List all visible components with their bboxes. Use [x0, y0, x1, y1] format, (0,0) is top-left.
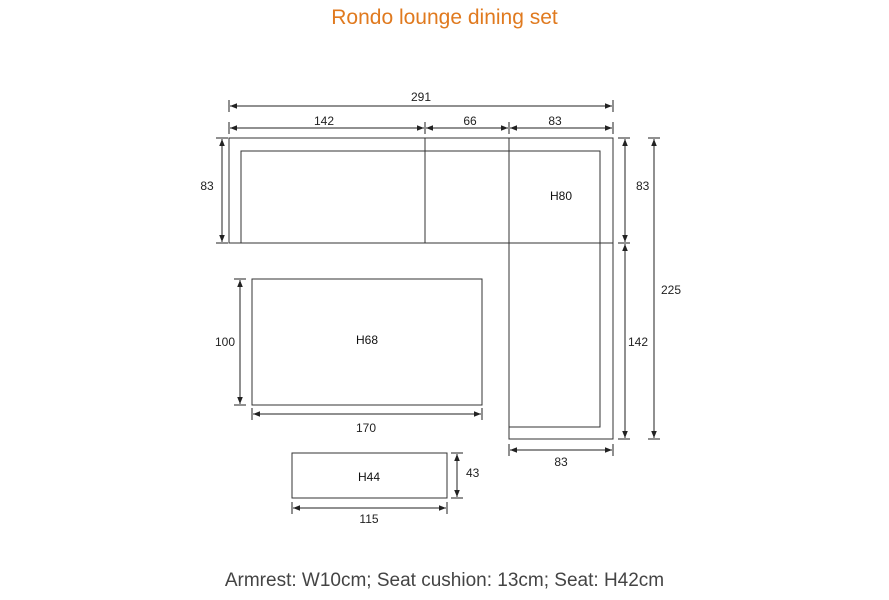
dim-table-depth-label: 100 [214, 335, 236, 349]
dim-side-length [618, 244, 648, 439]
diagram-title: Rondo lounge dining set [331, 6, 558, 29]
dim-table-depth [215, 279, 246, 405]
dim-stool-width [292, 502, 447, 526]
dim-seat-left-label: 142 [313, 114, 335, 128]
dim-total-depth-label: 225 [661, 283, 682, 297]
dim-side-width [509, 444, 613, 469]
sofa-side-outline [509, 243, 613, 439]
specs-footer: Armrest: W10cm; Seat cushion: 13cm; Seat: H42cm [224, 570, 665, 591]
dim-corner-width-label: 83 [548, 114, 562, 128]
table-height-label: H68 [355, 333, 379, 347]
dim-seat-mid-label: 66 [463, 114, 477, 128]
sofa-height-label: H80 [549, 189, 573, 203]
dim-stool-width-label: 115 [359, 512, 379, 526]
dim-total-width-label: 291 [410, 90, 432, 104]
dim-side-width-label: 83 [554, 455, 568, 469]
dim-left-depth [200, 138, 228, 243]
stool [292, 453, 447, 498]
dim-left-depth-label: 83 [200, 179, 214, 193]
dim-side-length-label: 142 [628, 335, 649, 349]
dim-total-depth [648, 138, 681, 439]
dim-table-width-label: 170 [355, 421, 377, 435]
dining-table [252, 279, 482, 405]
dim-stool-depth-label: 43 [466, 466, 480, 480]
dim-segments [229, 114, 613, 134]
corner-sofa [229, 138, 613, 439]
dim-corner-depth-label: 83 [636, 179, 650, 193]
stool-height-label: H44 [357, 470, 381, 484]
dim-total-width [229, 90, 613, 112]
dim-table-width [252, 408, 482, 435]
dim-corner-depth [618, 138, 650, 243]
sofa-seat-inner [241, 151, 600, 243]
sofa-side-inner [509, 243, 600, 427]
dim-stool-depth [451, 453, 480, 498]
